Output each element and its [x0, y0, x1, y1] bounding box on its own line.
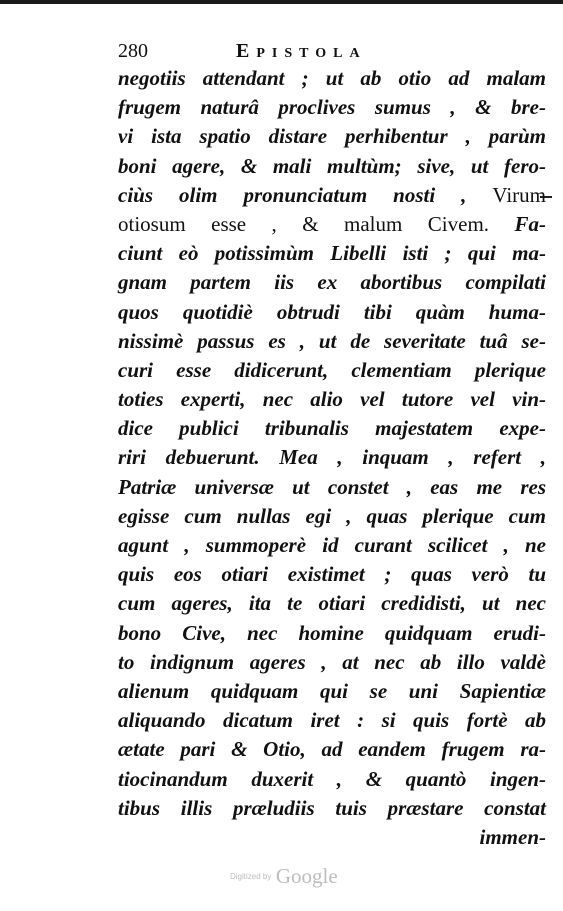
watermark-brand: Google: [275, 864, 338, 888]
running-title: Epistola: [236, 40, 367, 62]
text-line: boni agere, & mali multùm; sive, ut fero-: [118, 153, 546, 178]
text-line: riri debuerunt. Mea , inquam , refert ,: [118, 445, 546, 470]
text-line: alienum quidquam qui se uni Sapientiæ: [118, 678, 546, 703]
text-line: Patriæ universæ ut constet , eas me res: [118, 474, 546, 499]
text-line-mixed: [118, 181, 546, 210]
body-text: [118, 64, 546, 852]
text-line-italic-part: Fa-: [514, 211, 546, 236]
text-line: aliquando dicatum iret : si quis fortè ab: [118, 708, 546, 733]
text-line-roman-part: otiosum esse , & malum Civem.: [118, 211, 490, 236]
text-line: nissimè passus es , ut de severitate tuâ se-: [118, 328, 546, 353]
text-line-roman-part: Virum: [492, 182, 546, 207]
text-line: curi esse didicerunt, clementiam plerique: [118, 357, 546, 382]
text-line: toties experti, nec alio vel tutore vel vin-: [118, 387, 546, 412]
text-line: cum ageres, ita te otiari credidisti, ut nec: [118, 591, 546, 616]
text-line: agunt , summoperè id curant scilicet , ne: [118, 533, 546, 557]
text-line: quis eos otiari existimet ; quas verò tu: [118, 562, 546, 587]
page-number: 280: [118, 40, 148, 62]
text-line-mixed: [118, 210, 546, 239]
text-line: gnam partem iis ex abortibus compilati: [118, 270, 546, 295]
scan-top-edge: [0, 0, 563, 4]
catchword: immen-: [479, 824, 546, 849]
page-header: [118, 38, 538, 66]
text-line: quos quotidiè obtrudi tibi quàm huma-: [118, 299, 546, 324]
digitized-watermark: [230, 864, 338, 889]
text-line: bono Cive, nec homine quidquam erudi-: [118, 620, 546, 645]
text-line: tiocinandum duxerit , & quantò ingen-: [118, 766, 546, 791]
text-line: to indignum ageres , at nec ab illo valdè: [118, 649, 546, 674]
text-line: vi ista spatio distare perhibentur , parùm: [118, 124, 546, 149]
text-line-italic-part: ciùs olim pronunciatum nosti ,: [118, 182, 467, 207]
text-line: egisse cum nullas egi , quas plerique cum: [118, 503, 546, 528]
text-line: ciunt eò potissimùm Libelli isti ; qui ma-: [118, 241, 546, 266]
text-line: negotiis attendant ; ut ab otio ad malam: [118, 66, 546, 90]
text-line: tibus illis præludiis tuis præstare constat: [118, 795, 546, 820]
text-line: ætate pari & Otio, ad eandem frugem ra-: [118, 737, 546, 762]
watermark-prefix: Digitized by: [230, 872, 272, 881]
text-line: frugem naturâ proclives sumus , & bre-: [118, 95, 546, 120]
text-line: dice publici tribunalis majestatem expe-: [118, 416, 546, 441]
